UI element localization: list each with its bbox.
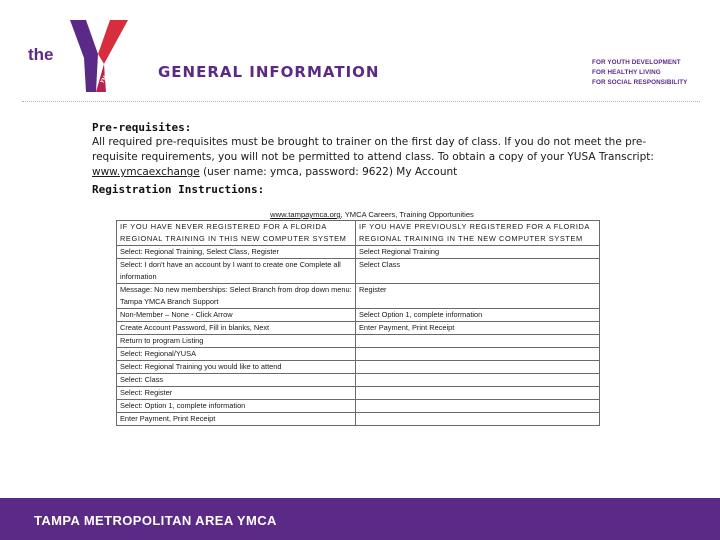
ymca-logo — [26, 14, 136, 94]
table-row — [117, 335, 600, 348]
cell-previous-registrant: Select Class — [356, 259, 600, 284]
tampaymca-link[interactable]: www.tampaymca.org — [270, 210, 341, 219]
cell-new-registrant: Select: Option 1, complete information — [117, 400, 356, 413]
prereq-paragraph — [92, 135, 672, 180]
table-row — [117, 413, 600, 426]
prereq-text-before: All required pre-requisites must be brought to trainer on the first day of class. If you do not meet the pre-requisite requirements, you will not be permitted to attend class. To obtain a copy of your YUSA Transcript: — [92, 136, 654, 163]
tagline-line-1: FOR YOUTH DEVELOPMENT — [592, 59, 681, 66]
cell-previous-registrant — [356, 413, 600, 426]
cell-new-registrant: Create Account Password, Fill in blanks, Next — [117, 322, 356, 335]
registration-heading: Registration Instructions: — [92, 183, 265, 196]
main-content — [92, 120, 672, 196]
prereq-text-after: (user name: ymca, password: 9622) My Account — [199, 166, 458, 178]
cell-previous-registrant — [356, 387, 600, 400]
cell-previous-registrant: Enter Payment, Print Receipt — [356, 322, 600, 335]
table-row — [117, 322, 600, 335]
cell-new-registrant: Non-Member – None - Click Arrow — [117, 309, 356, 322]
cell-new-registrant: Return to program Listing — [117, 335, 356, 348]
ymca-logo-mark — [26, 14, 136, 94]
table-row — [117, 309, 600, 322]
cell-previous-registrant — [356, 348, 600, 361]
footer-text: TAMPA METROPOLITAN AREA YMCA — [34, 513, 277, 528]
table-row — [117, 361, 600, 374]
cell-previous-registrant: Select Option 1, complete information — [356, 309, 600, 322]
cell-previous-registrant — [356, 374, 600, 387]
page-title: GENERAL INFORMATION — [158, 63, 380, 81]
table-row — [117, 259, 600, 284]
cell-new-registrant: Select: Register — [117, 387, 356, 400]
table-row — [117, 400, 600, 413]
tagline-line-2: FOR HEALTHY LIVING — [592, 69, 661, 76]
header-divider — [22, 101, 700, 102]
cell-new-registrant: Select: Regional Training, Select Class, Register — [117, 246, 356, 259]
cell-previous-registrant: Select Regional Training — [356, 246, 600, 259]
table-row — [117, 387, 600, 400]
table-row — [117, 348, 600, 361]
logo-mark-text: YMCA — [99, 67, 113, 85]
logo-text: the — [28, 45, 54, 64]
prereq-heading: Pre-requisites: — [92, 121, 192, 134]
cell-new-registrant: Select: Regional/YUSA — [117, 348, 356, 361]
cell-new-registrant: Enter Payment, Print Receipt — [117, 413, 356, 426]
table-header-row — [117, 221, 600, 246]
cell-previous-registrant — [356, 361, 600, 374]
table-row — [117, 374, 600, 387]
cell-new-registrant: Select: Class — [117, 374, 356, 387]
registration-instructions — [116, 210, 600, 426]
footer-bar — [0, 498, 720, 540]
table-caption — [116, 210, 600, 220]
column-header-returning: IF YOU HAVE PREVIOUSLY REGISTERED FOR A FLORIDA REGIONAL TRAINING IN THE NEW COMPUTER SYSTEM — [356, 221, 600, 246]
tagline-line-3: FOR SOCIAL RESPONSIBILITY — [592, 79, 688, 86]
cell-new-registrant: Message: No new memberships: Select Branch from drop down menu: Tampa YMCA Branch Support — [117, 284, 356, 309]
cell-previous-registrant: Register — [356, 284, 600, 309]
registration-table — [116, 220, 600, 426]
cell-new-registrant: Select: Regional Training you would like to attend — [117, 361, 356, 374]
cell-previous-registrant — [356, 400, 600, 413]
caption-rest: , YMCA Careers, Training Opportunities — [340, 210, 474, 219]
cell-new-registrant: Select: I don't have an account by I want to create one Complete all information — [117, 259, 356, 284]
column-header-new: IF YOU HAVE NEVER REGISTERED FOR A FLORIDA REGIONAL TRAINING IN THIS NEW COMPUTER SYSTEM — [117, 221, 356, 246]
tagline — [592, 58, 687, 88]
table-row — [117, 284, 600, 309]
ymcaexchange-link[interactable]: www.ymcaexchange — [92, 166, 200, 178]
table-row — [117, 246, 600, 259]
cell-previous-registrant — [356, 335, 600, 348]
